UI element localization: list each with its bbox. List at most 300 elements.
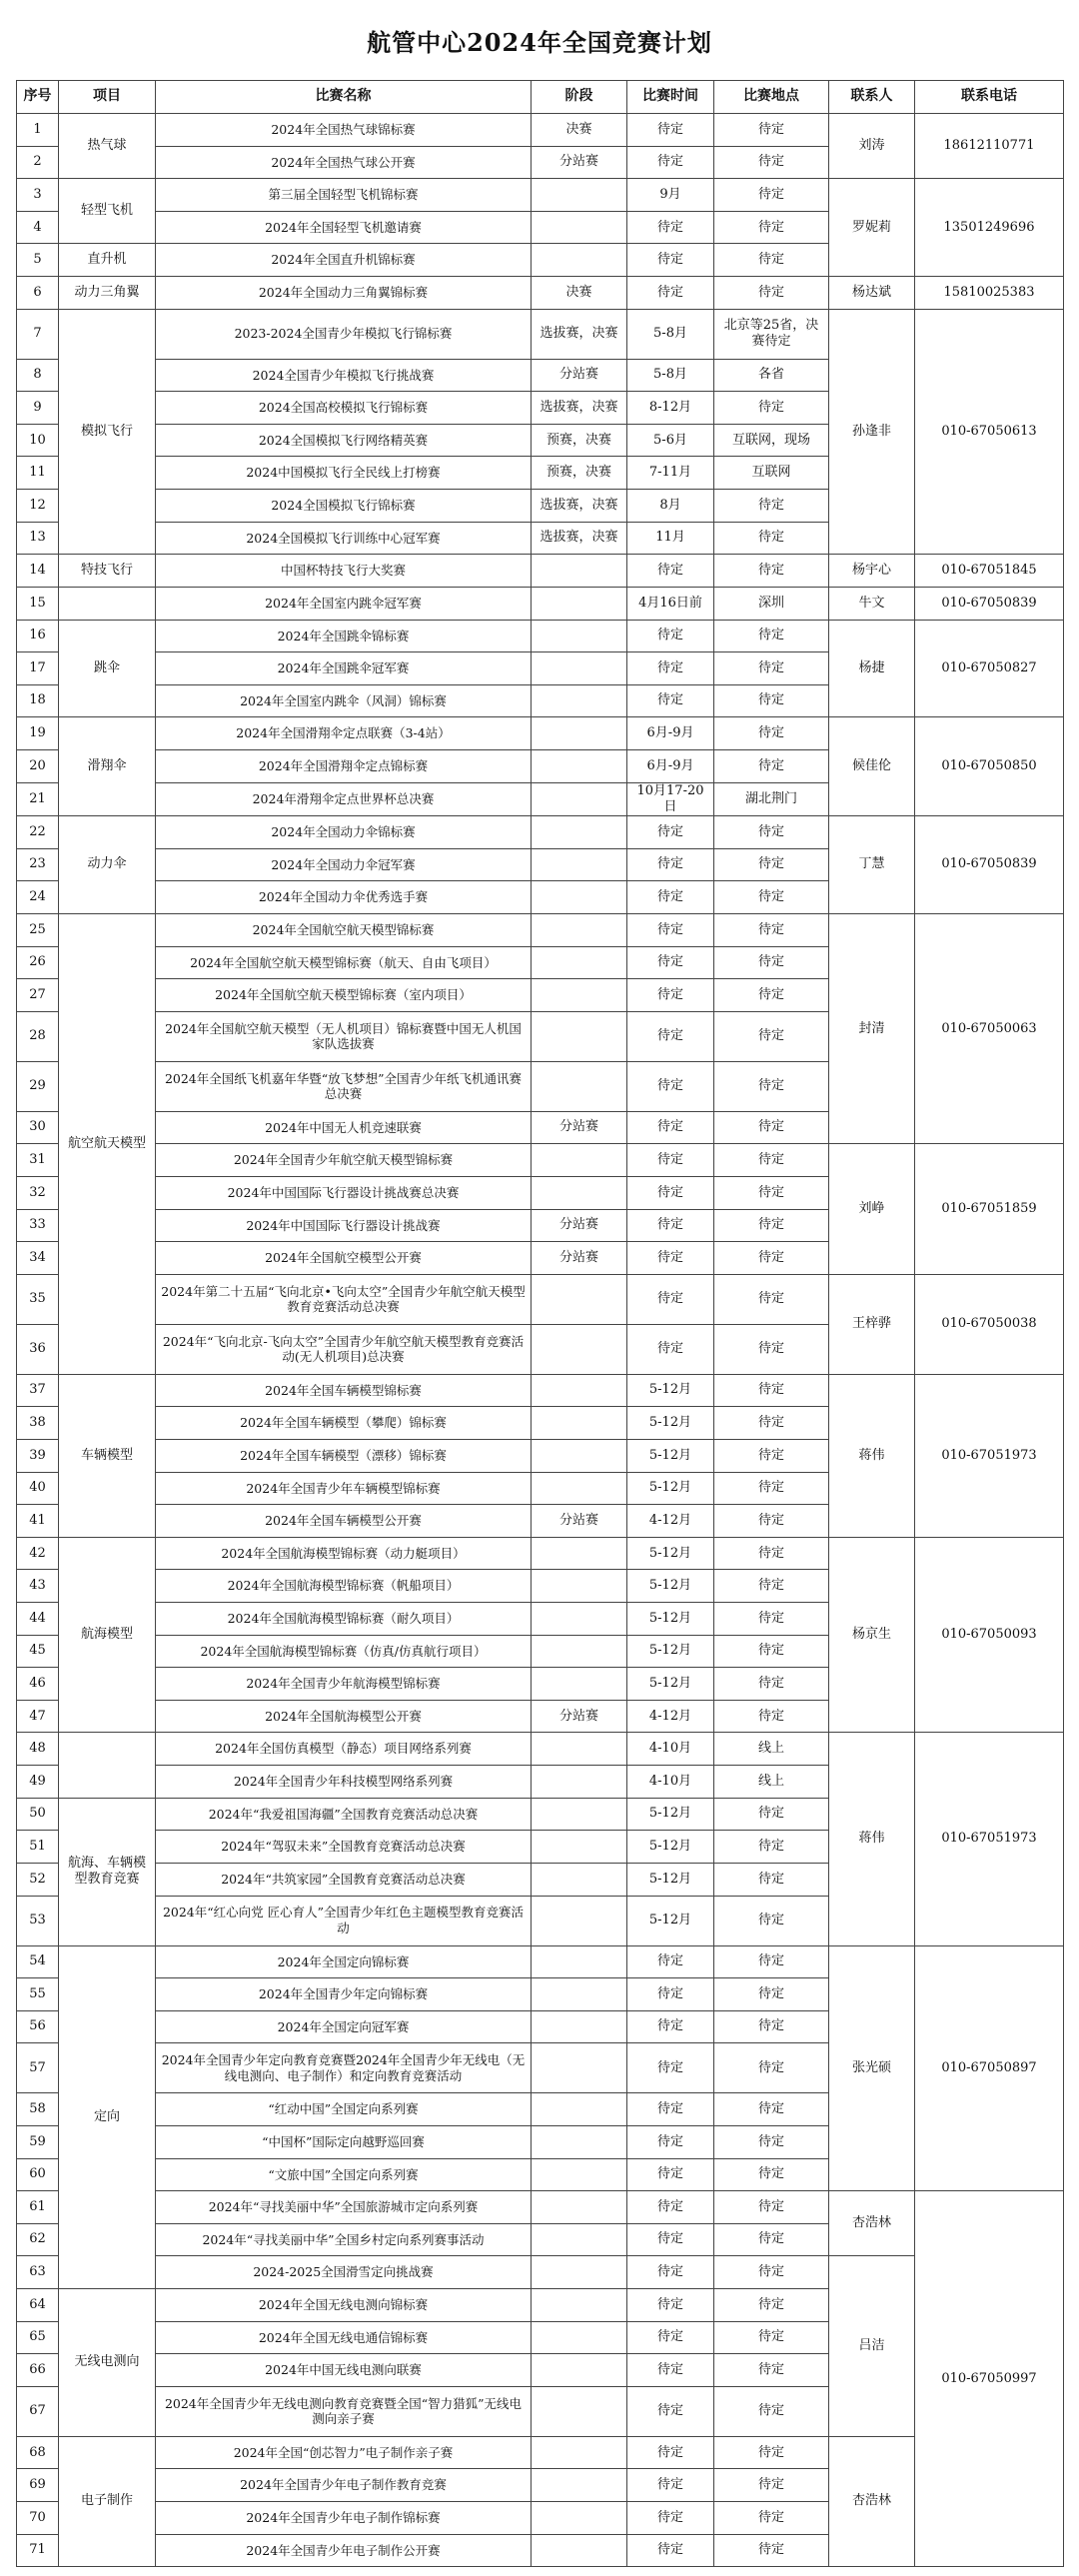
row-number: 44	[17, 1603, 59, 1636]
row-number: 14	[17, 555, 59, 588]
table-row	[17, 1144, 1064, 1177]
time-cell: 待定	[627, 2502, 714, 2535]
place-cell: 湖北荆门	[714, 782, 829, 816]
row-number: 65	[17, 2321, 59, 2354]
time-cell: 4-12月	[627, 1700, 714, 1733]
header-contact: 联系人	[829, 81, 915, 114]
project-cell: 电子制作	[59, 2436, 156, 2566]
competition-name: 2024年全国航海模型锦标赛（帆船项目）	[156, 1570, 532, 1603]
competition-name: 2024年全国仿真模型（静态）项目网络系列赛	[156, 1733, 532, 1766]
stage-cell	[532, 1176, 627, 1209]
competition-name: 2024年全国航空航天模型锦标赛	[156, 913, 532, 946]
header-name: 比赛名称	[156, 81, 532, 114]
competition-name: 2024年“寻找美丽中华”全国旅游城市定向系列赛	[156, 2191, 532, 2224]
time-cell: 5-12月	[627, 1831, 714, 1864]
time-cell: 4月16日前	[627, 587, 714, 620]
competition-name: 2024年全国青少年无线电测向教育竞赛暨全国“智力猎狐”无线电测向亲子赛	[156, 2386, 532, 2436]
stage-cell: 选拔赛，决赛	[532, 522, 627, 555]
place-cell: 待定	[714, 2386, 829, 2436]
phone-cell: 010-67050038	[915, 1274, 1064, 1374]
row-number: 30	[17, 1111, 59, 1144]
time-cell: 待定	[627, 277, 714, 310]
row-number: 16	[17, 620, 59, 652]
competition-name: 2024年全国动力伞冠军赛	[156, 848, 532, 881]
place-cell: 待定	[714, 684, 829, 717]
stage-cell	[532, 2502, 627, 2535]
contact-cell: 杏浩林	[829, 2191, 915, 2256]
time-cell: 待定	[627, 244, 714, 277]
competition-name: 2024年全国动力伞优秀选手赛	[156, 881, 532, 914]
stage-cell: 分站赛	[532, 1700, 627, 1733]
place-cell: 待定	[714, 1111, 829, 1144]
row-number: 11	[17, 457, 59, 490]
place-cell: 待定	[714, 2125, 829, 2158]
contact-cell: 杏浩林	[829, 2436, 915, 2566]
competition-name: 2024年全国航空航天模型锦标赛（航天、自由飞项目）	[156, 946, 532, 979]
row-number: 2	[17, 146, 59, 179]
competition-name: 2024年全国滑翔伞定点锦标赛	[156, 749, 532, 782]
stage-cell	[532, 620, 627, 652]
competition-name: 2024全国模拟飞行网络精英赛	[156, 424, 532, 457]
stage-cell	[532, 587, 627, 620]
time-cell: 待定	[627, 2010, 714, 2043]
row-number: 42	[17, 1537, 59, 1570]
row-number: 21	[17, 782, 59, 816]
row-number: 69	[17, 2469, 59, 2502]
stage-cell	[532, 1324, 627, 1374]
competition-name: 2024年全国航海模型锦标赛（动力艇项目）	[156, 1537, 532, 1570]
place-cell: 待定	[714, 2191, 829, 2224]
project-cell: 特技飞行	[59, 555, 156, 588]
place-cell: 互联网	[714, 457, 829, 490]
table-row	[17, 620, 1064, 652]
time-cell: 待定	[627, 2386, 714, 2436]
place-cell: 待定	[714, 1011, 829, 1061]
time-cell: 5-12月	[627, 1668, 714, 1701]
time-cell: 待定	[627, 652, 714, 685]
row-number: 19	[17, 717, 59, 750]
project-cell: 轻型飞机	[59, 179, 156, 244]
stage-cell	[532, 1011, 627, 1061]
time-cell: 待定	[627, 555, 714, 588]
time-cell: 5-12月	[627, 1896, 714, 1945]
row-number: 45	[17, 1635, 59, 1668]
stage-cell	[532, 1733, 627, 1766]
project-cell: 航海模型	[59, 1537, 156, 1733]
time-cell: 5-8月	[627, 309, 714, 359]
row-number: 48	[17, 1733, 59, 1766]
row-number: 12	[17, 490, 59, 523]
competition-name: 2024年全国跳伞锦标赛	[156, 620, 532, 652]
place-cell: 待定	[714, 1798, 829, 1831]
competition-name: 中国杯特技飞行大奖赛	[156, 555, 532, 588]
time-cell: 待定	[627, 881, 714, 914]
place-cell: 待定	[714, 2158, 829, 2191]
stage-cell	[532, 2256, 627, 2289]
competition-name: 2024中国模拟飞行全民线上打榜赛	[156, 457, 532, 490]
time-cell: 5-8月	[627, 359, 714, 392]
row-number: 37	[17, 1374, 59, 1407]
place-cell: 待定	[714, 881, 829, 914]
stage-cell	[532, 2223, 627, 2256]
table-row	[17, 179, 1064, 212]
stage-cell	[532, 782, 627, 816]
stage-cell	[532, 1766, 627, 1799]
competition-name: 2024年全国无线电通信锦标赛	[156, 2321, 532, 2354]
place-cell: 待定	[714, 1440, 829, 1473]
time-cell: 待定	[627, 1978, 714, 2011]
competition-name: 2024年全国定向冠军赛	[156, 2010, 532, 2043]
row-number: 20	[17, 749, 59, 782]
project-cell: 动力伞	[59, 816, 156, 914]
phone-cell: 010-67051845	[915, 555, 1064, 588]
place-cell: 待定	[714, 749, 829, 782]
stage-cell	[532, 881, 627, 914]
time-cell: 待定	[627, 2093, 714, 2126]
time-cell: 6月-9月	[627, 749, 714, 782]
row-number: 18	[17, 684, 59, 717]
competition-name: 2024年“寻找美丽中华”全国乡村定向系列赛事活动	[156, 2223, 532, 2256]
place-cell: 待定	[714, 2010, 829, 2043]
competition-name: 2024年全国青少年电子制作锦标赛	[156, 2502, 532, 2535]
row-number: 8	[17, 359, 59, 392]
phone-cell: 010-67050897	[915, 1945, 1064, 2191]
row-number: 61	[17, 2191, 59, 2224]
place-cell: 待定	[714, 1505, 829, 1538]
row-number: 32	[17, 1176, 59, 1209]
table-row	[17, 1537, 1064, 1570]
competition-name: 2024年第二十五届“飞向北京•飞向太空”全国青少年航空航天模型教育竞赛活动总决赛	[156, 1274, 532, 1324]
stage-cell	[532, 244, 627, 277]
stage-cell: 分站赛	[532, 359, 627, 392]
stage-cell	[532, 2289, 627, 2322]
stage-cell	[532, 2158, 627, 2191]
project-cell: 模拟飞行	[59, 309, 156, 555]
row-number: 31	[17, 1144, 59, 1177]
competition-name: “文旅中国”全国定向系列赛	[156, 2158, 532, 2191]
table-row	[17, 309, 1064, 359]
row-number: 17	[17, 652, 59, 685]
stage-cell: 分站赛	[532, 1111, 627, 1144]
place-cell: 线上	[714, 1733, 829, 1766]
row-number: 27	[17, 979, 59, 1012]
document-title: 航管中心2024年全国竞赛计划	[367, 27, 712, 57]
contact-cell: 杨宇心	[829, 555, 915, 588]
competition-name: 2024年全国“创芯智力”电子制作亲子赛	[156, 2436, 532, 2469]
competition-name: 2024全国高校模拟飞行锦标赛	[156, 392, 532, 425]
row-number: 22	[17, 816, 59, 849]
time-cell: 5-12月	[627, 1440, 714, 1473]
phone-cell: 010-67050093	[915, 1537, 1064, 1733]
table-row	[17, 277, 1064, 310]
row-number: 26	[17, 946, 59, 979]
project-cell: 动力三角翼	[59, 277, 156, 310]
place-cell: 深圳	[714, 587, 829, 620]
stage-cell	[532, 848, 627, 881]
competition-name: 2024年全国航空模型公开赛	[156, 1242, 532, 1275]
time-cell: 待定	[627, 1209, 714, 1242]
competition-table	[16, 80, 1064, 2567]
competition-name: 2024年全国热气球公开赛	[156, 146, 532, 179]
stage-cell	[532, 684, 627, 717]
place-cell: 待定	[714, 522, 829, 555]
competition-name: 第三届全国轻型飞机锦标赛	[156, 179, 532, 212]
time-cell: 5-12月	[627, 1798, 714, 1831]
stage-cell	[532, 2354, 627, 2387]
time-cell: 待定	[627, 2125, 714, 2158]
row-number: 67	[17, 2386, 59, 2436]
contact-cell: 蒋伟	[829, 1733, 915, 1945]
place-cell: 待定	[714, 913, 829, 946]
contact-cell: 孙逢非	[829, 309, 915, 555]
stage-cell	[532, 1603, 627, 1636]
time-cell: 5-12月	[627, 1635, 714, 1668]
time-cell: 待定	[627, 211, 714, 244]
competition-name: 2024年全国青少年科技模型网络系列赛	[156, 1766, 532, 1799]
time-cell: 待定	[627, 913, 714, 946]
project-cell: 车辆模型	[59, 1374, 156, 1537]
row-number: 53	[17, 1896, 59, 1945]
row-number: 63	[17, 2256, 59, 2289]
row-number: 55	[17, 1978, 59, 2011]
competition-name: 2024年全国航海模型锦标赛（耐久项目）	[156, 1603, 532, 1636]
row-number: 4	[17, 211, 59, 244]
stage-cell: 选拔赛，决赛	[532, 392, 627, 425]
stage-cell	[532, 1061, 627, 1111]
competition-name: 2024年“红心向党 匠心育人”全国青少年红色主题模型教育竞赛活动	[156, 1896, 532, 1945]
place-cell: 待定	[714, 2321, 829, 2354]
row-number: 64	[17, 2289, 59, 2322]
row-number: 13	[17, 522, 59, 555]
contact-cell: 杨京生	[829, 1537, 915, 1733]
competition-name: 2024年全国纸飞机嘉年华暨“放飞梦想”全国青少年纸飞机通讯赛总决赛	[156, 1061, 532, 1111]
time-cell: 待定	[627, 1061, 714, 1111]
competition-name: 2024年全国热气球锦标赛	[156, 114, 532, 147]
competition-name: 2024年全国动力伞锦标赛	[156, 816, 532, 849]
header-stage: 阶段	[532, 81, 627, 114]
competition-name: 2024年全国青少年定向锦标赛	[156, 1978, 532, 2011]
table-row	[17, 2256, 1064, 2289]
competition-name: 2024年全国青少年航空航天模型锦标赛	[156, 1144, 532, 1177]
row-number: 57	[17, 2043, 59, 2093]
competition-name: 2024年“我爱祖国海疆”全国教育竞赛活动总决赛	[156, 1798, 532, 1831]
project-cell: 跳伞	[59, 620, 156, 717]
time-cell: 待定	[627, 2321, 714, 2354]
row-number: 1	[17, 114, 59, 147]
competition-name: 2024年全国室内跳伞冠军赛	[156, 587, 532, 620]
competition-name: 2024年滑翔伞定点世界杯总决赛	[156, 782, 532, 816]
time-cell: 10月17-20日	[627, 782, 714, 816]
table-row	[17, 1374, 1064, 1407]
time-cell: 待定	[627, 2354, 714, 2387]
competition-name: 2024全国青少年模拟飞行挑战赛	[156, 359, 532, 392]
stage-cell	[532, 1635, 627, 1668]
stage-cell: 决赛	[532, 114, 627, 147]
row-number: 59	[17, 2125, 59, 2158]
place-cell: 待定	[714, 1537, 829, 1570]
row-number: 49	[17, 1766, 59, 1799]
row-number: 46	[17, 1668, 59, 1701]
time-cell: 待定	[627, 946, 714, 979]
contact-cell: 刘涛	[829, 114, 915, 179]
project-cell: 航空航天模型	[59, 913, 156, 1374]
table-row	[17, 717, 1064, 750]
stage-cell	[532, 1407, 627, 1440]
competition-name: 2024年全国青少年航海模型锦标赛	[156, 1668, 532, 1701]
place-cell: 线上	[714, 1766, 829, 1799]
place-cell: 待定	[714, 2289, 829, 2322]
time-cell: 5-12月	[627, 1537, 714, 1570]
time-cell: 6月-9月	[627, 717, 714, 750]
contact-cell: 刘峥	[829, 1144, 915, 1274]
project-cell: 滑翔伞	[59, 717, 156, 816]
row-number: 50	[17, 1798, 59, 1831]
time-cell: 待定	[627, 816, 714, 849]
row-number: 52	[17, 1863, 59, 1896]
phone-cell: 010-67051859	[915, 1144, 1064, 1274]
row-number: 35	[17, 1274, 59, 1324]
competition-name: 2024年全国青少年定向教育竞赛暨2024年全国青少年无线电（无线电测向、电子制作）和定向教育竞赛活动	[156, 2043, 532, 2093]
place-cell: 待定	[714, 179, 829, 212]
place-cell: 互联网，现场	[714, 424, 829, 457]
stage-cell	[532, 1537, 627, 1570]
stage-cell	[532, 1863, 627, 1896]
stage-cell	[532, 2386, 627, 2436]
stage-cell: 选拔赛，决赛	[532, 309, 627, 359]
stage-cell	[532, 2010, 627, 2043]
row-number: 71	[17, 2534, 59, 2567]
competition-name: 2024年全国车辆模型公开赛	[156, 1505, 532, 1538]
competition-name: 2024年全国跳伞冠军赛	[156, 652, 532, 685]
contact-cell: 杨达斌	[829, 277, 915, 310]
place-cell: 待定	[714, 555, 829, 588]
competition-name: 2024年全国直升机锦标赛	[156, 244, 532, 277]
time-cell: 5-12月	[627, 1472, 714, 1505]
place-cell: 待定	[714, 848, 829, 881]
table-row	[17, 2191, 1064, 2224]
place-cell: 待定	[714, 1324, 829, 1374]
row-number: 56	[17, 2010, 59, 2043]
row-number: 51	[17, 1831, 59, 1864]
stage-cell	[532, 1274, 627, 1324]
competition-name: 2024年“共筑家园”全国教育竞赛活动总决赛	[156, 1863, 532, 1896]
competition-name: 2024年全国青少年电子制作教育竞赛	[156, 2469, 532, 2502]
competition-name: 2024年全国青少年车辆模型锦标赛	[156, 1472, 532, 1505]
place-cell: 待定	[714, 277, 829, 310]
time-cell: 待定	[627, 2223, 714, 2256]
row-number: 28	[17, 1011, 59, 1061]
project-cell: 直升机	[59, 244, 156, 277]
place-cell: 北京等25省，决赛待定	[714, 309, 829, 359]
header-phone: 联系电话	[915, 81, 1064, 114]
place-cell: 待定	[714, 1061, 829, 1111]
place-cell: 待定	[714, 1407, 829, 1440]
time-cell: 待定	[627, 1274, 714, 1324]
stage-cell	[532, 2534, 627, 2567]
place-cell: 待定	[714, 244, 829, 277]
competition-name: 2024年全国车辆模型（漂移）锦标赛	[156, 1440, 532, 1473]
phone-cell: 010-67050997	[915, 2191, 1064, 2567]
time-cell: 待定	[627, 620, 714, 652]
competition-name: 2024全国模拟飞行训练中心冠军赛	[156, 522, 532, 555]
competition-name: 2024年全国无线电测向锦标赛	[156, 2289, 532, 2322]
stage-cell	[532, 2436, 627, 2469]
stage-cell: 分站赛	[532, 146, 627, 179]
row-number: 3	[17, 179, 59, 212]
competition-name: 2024年中国无线电测向联赛	[156, 2354, 532, 2387]
contact-cell: 蒋伟	[829, 1374, 915, 1537]
contact-cell: 吕洁	[829, 2256, 915, 2436]
place-cell: 待定	[714, 1978, 829, 2011]
time-cell: 8-12月	[627, 392, 714, 425]
stage-cell	[532, 1831, 627, 1864]
time-cell: 待定	[627, 146, 714, 179]
time-cell: 待定	[627, 2469, 714, 2502]
row-number: 47	[17, 1700, 59, 1733]
time-cell: 9月	[627, 179, 714, 212]
row-number: 5	[17, 244, 59, 277]
time-cell: 待定	[627, 2534, 714, 2567]
table-row	[17, 1945, 1064, 1978]
row-number: 9	[17, 392, 59, 425]
contact-cell: 丁慧	[829, 816, 915, 914]
place-cell: 待定	[714, 2534, 829, 2567]
place-cell: 待定	[714, 2256, 829, 2289]
place-cell: 待定	[714, 979, 829, 1012]
competition-name: “红动中国”全国定向系列赛	[156, 2093, 532, 2126]
time-cell: 待定	[627, 848, 714, 881]
place-cell: 待定	[714, 1242, 829, 1275]
stage-cell	[532, 2469, 627, 2502]
place-cell: 待定	[714, 2223, 829, 2256]
place-cell: 待定	[714, 652, 829, 685]
row-number: 43	[17, 1570, 59, 1603]
stage-cell	[532, 179, 627, 212]
table-row	[17, 816, 1064, 849]
row-number: 10	[17, 424, 59, 457]
row-number: 40	[17, 1472, 59, 1505]
contact-cell: 杨捷	[829, 620, 915, 717]
place-cell: 待定	[714, 1945, 829, 1978]
phone-cell: 010-67050613	[915, 309, 1064, 555]
time-cell: 11月	[627, 522, 714, 555]
row-number: 23	[17, 848, 59, 881]
project-cell: 定向	[59, 1945, 156, 2288]
stage-cell: 分站赛	[532, 1209, 627, 1242]
time-cell: 待定	[627, 2436, 714, 2469]
stage-cell	[532, 2093, 627, 2126]
competition-name: 2024年全国滑翔伞定点联赛（3-4站）	[156, 717, 532, 750]
place-cell: 待定	[714, 1668, 829, 1701]
place-cell: 待定	[714, 2354, 829, 2387]
phone-cell: 010-67051973	[915, 1733, 1064, 1945]
time-cell: 5-12月	[627, 1603, 714, 1636]
stage-cell	[532, 2321, 627, 2354]
row-number: 29	[17, 1061, 59, 1111]
row-number: 7	[17, 309, 59, 359]
competition-name: 2024年中国无人机竞速联赛	[156, 1111, 532, 1144]
time-cell: 待定	[627, 114, 714, 147]
phone-cell: 010-67050827	[915, 620, 1064, 717]
row-number: 15	[17, 587, 59, 620]
competition-name: 2024年全国青少年电子制作公开赛	[156, 2534, 532, 2567]
row-number: 33	[17, 1209, 59, 1242]
stage-cell	[532, 2125, 627, 2158]
row-number: 24	[17, 881, 59, 914]
table-row	[17, 2436, 1064, 2469]
place-cell: 待定	[714, 1570, 829, 1603]
competition-name: 2024年“飞向北京-飞向太空”全国青少年航空航天模型教育竞赛活动(无人机项目)总决赛	[156, 1324, 532, 1374]
